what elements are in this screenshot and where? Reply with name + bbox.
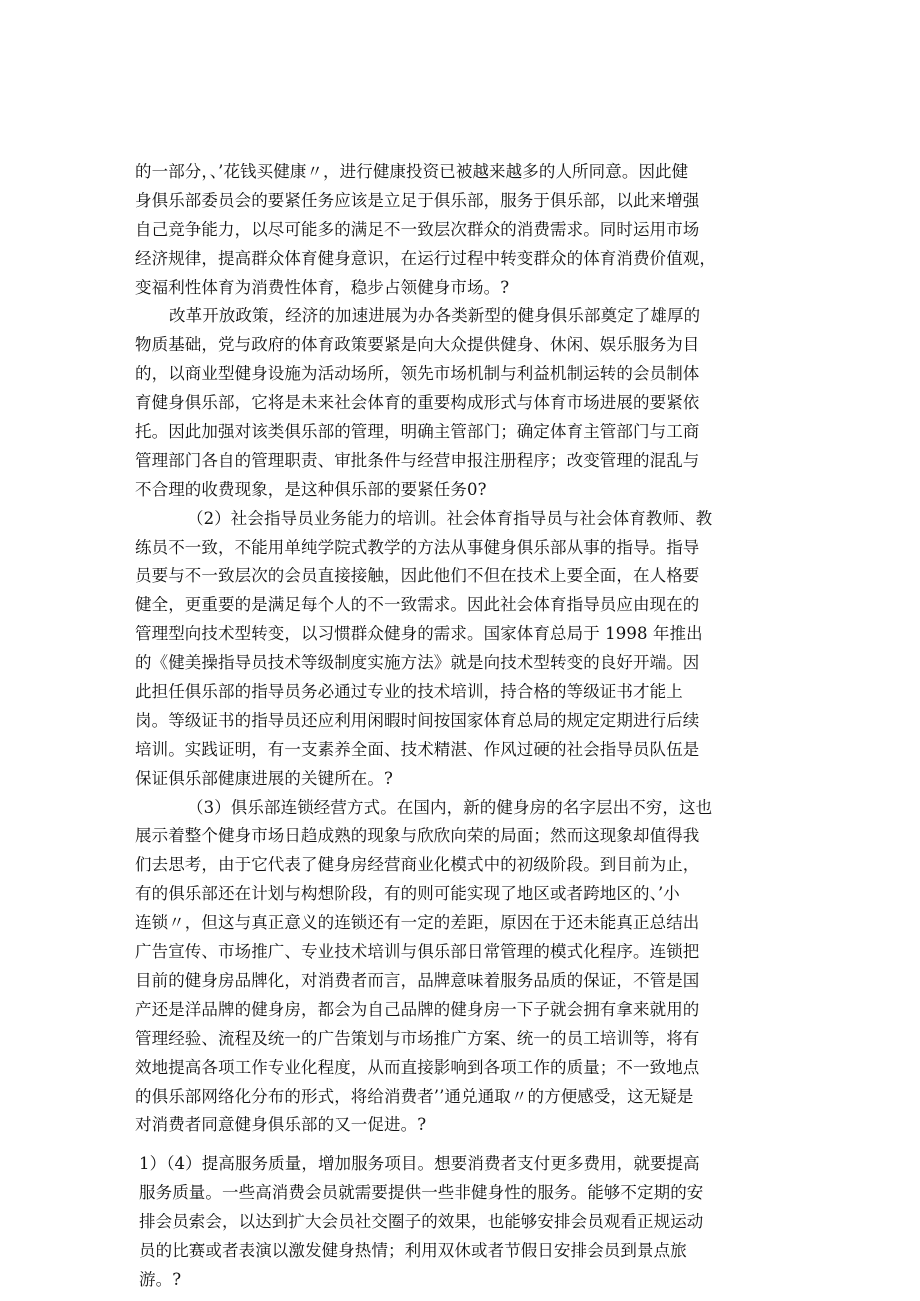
text-line: 自己竞争能力，以尽可能多的满足不一致层次群众的消费需求。同时运用市场 [135, 219, 700, 239]
text-line: 托。因此加强对该类俱乐部的管理，明确主管部门；确定体育主管部门与工商 [135, 422, 700, 442]
text-line: （2）社会指导员业务能力的培训。社会体育指导员与社会体育教师、教 [187, 508, 713, 528]
text-line: 变福利性体育为消费性体育，稳步占领健身市场。? [135, 277, 510, 297]
text-line: 对消费者同意健身俱乐部的又一促进。? [135, 1115, 427, 1135]
paragraph-3 [135, 505, 725, 794]
text-line: 员的比赛或者表演以激发健身热情；利用双休或者节假日安排会员到景点旅 [139, 1240, 687, 1260]
text-line: 的《健美操指导员技术等级制度实施方法》就是向技术型转变的良好开端。因 [135, 653, 700, 673]
text-line: 连锁〃，但这与真正意义的连锁还有一定的差距，原因在于还未能真正总结出 [135, 913, 700, 933]
text-line: 保证俱乐部健康进展的关键所在。? [135, 768, 393, 788]
paragraph-4 [135, 794, 725, 1141]
text-line: 的一部分，、’花钱买健康〃，进行健康投资已被越来越多的人所同意。因此健 [135, 162, 689, 181]
text-line: 改革开放政策，经济的加速进展为办各类新型的健身俱乐部奠定了雄厚的 [169, 306, 701, 326]
text-line: 服务质量。一些高消费会员就需要提供一些非健身性的服务。能够不定期的安 [139, 1183, 704, 1203]
text-line: 效地提高各项工作专业化程度，从而直接影响到各项工作的质量；不一致地点 [135, 1057, 700, 1077]
text-line: 岗。等级证书的指导员还应利用闲暇时间按国家体育总局的规定定期进行后续 [135, 710, 700, 730]
text-line: 的，以商业型健身设施为活动场所，领先市场机制与利益机制运转的会员制体 [135, 364, 700, 384]
text-line: 的俱乐部网络化分布的形式，将给消费者’’通兑通取〃的方便感受，这无疑是 [135, 1086, 694, 1106]
text-line: 健全，更重要的是满足每个人的不一致需求。因此社会体育指导员应由现在的 [135, 595, 700, 615]
text-line: 1）（4）提高服务质量，增加服务项目。想要消费者支付更多费用，就要提高 [139, 1154, 700, 1174]
text-line: 育健身俱乐部，它将是未来社会体育的重要构成形式与体育市场进展的要紧依 [135, 393, 700, 413]
text-line: 目前的健身房品牌化，对消费者而言，品牌意味着服务品质的保证，不管是国 [135, 970, 700, 990]
text-line: 管理经验、流程及统一的广告策划与市场推广方案、统一的员工培训等，将有 [135, 1028, 700, 1048]
text-line: 练员不一致，不能用单纯学院式教学的方法从事健身俱乐部从事的指导。指导 [135, 537, 700, 557]
text-line: 产还是洋品牌的健身房，都会为自己品牌的健身房一下子就会拥有拿来就用的 [135, 999, 700, 1019]
text-line: 此担任俱乐部的指导员务必通过专业的技术培训，持合格的等级证书才能上 [135, 682, 683, 702]
document-body [135, 158, 725, 1295]
text-line: 不合理的收费现象，是这种俱乐部的要紧任务0? [135, 479, 487, 499]
paragraph-2 [135, 302, 725, 504]
text-line: 们去思考，由于它代表了健身房经营商业化模式中的初级阶段。到目前为止， [135, 855, 700, 875]
text-line: 管理部门各自的管理职责、审批条件与经营申报注册程序；改变管理的混乱与 [135, 450, 700, 470]
text-line: 游。? [139, 1269, 182, 1289]
paragraph-5 [139, 1150, 725, 1294]
paragraph-1 [135, 158, 725, 302]
text-line: 身俱乐部委员会的要紧任务应该是立足于俱乐部，服务于俱乐部，以此来增强 [135, 190, 700, 210]
text-line: 经济规律，提高群众体育健身意识，在运行过程中转变群众的体育消费价值观， [135, 248, 716, 268]
text-line: 展示着整个健身市场日趋成熟的现象与欣欣向荣的局面；然而这现象却值得我 [135, 826, 700, 846]
text-line: 员要与不一致层次的会员直接接触，因此他们不但在技术上要全面，在人格要 [135, 566, 700, 586]
text-line: 物质基础，党与政府的体育政策要紧是向大众提供健身、休闲、娱乐服务为目 [135, 335, 700, 355]
text-line: 管理型向技术型转变，以习惯群众健身的需求。国家体育总局于 1998 年推出 [135, 624, 703, 644]
text-line: （3）俱乐部连锁经营方式。在国内，新的健身房的名字层出不穷，这也 [187, 797, 713, 817]
text-line: 培训。实践证明，有一支素养全面、技术精湛、作风过硬的社会指导员队伍是 [135, 739, 700, 759]
paragraph-gap [135, 1140, 725, 1150]
text-line: 有的俱乐部还在计划与构想阶段，有的则可能实现了地区或者跨地区的、’小 [135, 884, 680, 904]
text-line: 排会员索会，以达到扩大会员社交圈子的效果，也能够安排会员观看正规运动 [139, 1212, 704, 1232]
text-line: 广告宣传、市场推广、专业技术培训与俱乐部日常管理的模式化程序。连锁把 [135, 942, 700, 962]
